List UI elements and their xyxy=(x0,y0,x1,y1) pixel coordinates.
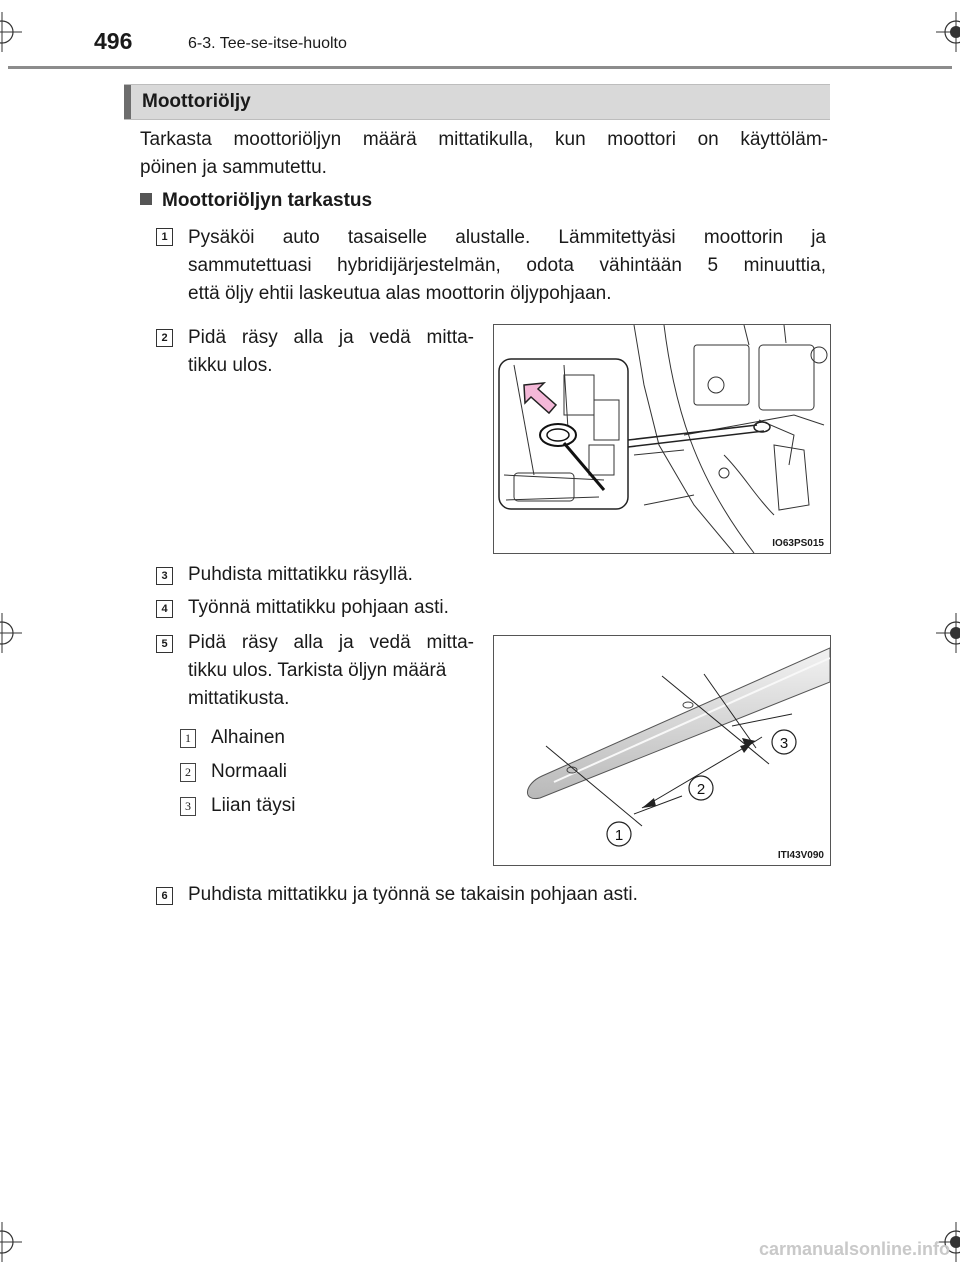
level-number-1: 1 xyxy=(180,729,196,748)
step-number-2: 2 xyxy=(156,329,173,347)
level-label-1: Alhainen xyxy=(211,727,285,748)
engine-figure xyxy=(493,324,831,554)
level-label-2: Normaali xyxy=(211,761,288,782)
registration-mark-icon xyxy=(0,12,22,52)
step-number-5: 5 xyxy=(156,635,173,653)
intro-line-1: Tarkasta moottoriöljyn määrä mittatikulla, kun moottori on käyttöläm- xyxy=(140,129,828,150)
callout-2: 2 xyxy=(696,781,706,798)
section-title: Moottoriöljy xyxy=(142,91,251,112)
header-divider xyxy=(8,66,952,69)
square-bullet-icon xyxy=(140,193,152,205)
step-1-line-2: sammutettuasi hybridijärjestelmän, odota vähintään 5 minuuttia, xyxy=(188,255,826,276)
subheading xyxy=(140,190,372,212)
level-number-3: 3 xyxy=(180,797,196,816)
step-6-text: Puhdista mittatikku ja työnnä se takaisin pohjaan asti. xyxy=(188,884,638,905)
step-5-line-2: tikku ulos. Tarkista öljyn määrä xyxy=(188,660,447,681)
step-number-3: 3 xyxy=(156,567,173,585)
footer-watermark[interactable]: carmanualsonline.info xyxy=(758,1239,950,1259)
dipstick-figure-code: ITI43V090 xyxy=(777,850,824,861)
step-5-line-3: mittatikusta. xyxy=(188,688,290,709)
subheading-text: Moottoriöljyn tarkastus xyxy=(162,190,373,211)
step-3-text: Puhdista mittatikku räsyllä. xyxy=(188,564,413,585)
step-2-line-2: tikku ulos. xyxy=(188,355,273,376)
section-accent xyxy=(124,85,131,119)
step-5-line-1: Pidä räsy alla ja vedä mitta- xyxy=(188,632,474,653)
callout-3: 3 xyxy=(779,735,789,752)
intro-line-2: pöinen ja sammutettu. xyxy=(140,157,327,178)
registration-mark-icon xyxy=(0,613,22,653)
step-number-4: 4 xyxy=(156,600,173,618)
section-title-bar xyxy=(124,84,830,120)
dipstick-illustration xyxy=(494,636,830,865)
step-4-text: Työnnä mittatikku pohjaan asti. xyxy=(188,597,449,618)
callout-1: 1 xyxy=(614,827,624,844)
engine-illustration xyxy=(494,325,830,553)
step-1-line-1: Pysäköi auto tasaiselle alustalle. Lämmitettyäsi moottorin ja xyxy=(188,227,826,248)
level-label-3: Liian täysi xyxy=(211,795,296,816)
chapter-title: 6-3. Tee-se-itse-huolto xyxy=(188,35,347,52)
page-number: 496 xyxy=(94,28,133,54)
registration-mark-icon xyxy=(936,12,960,52)
registration-mark-icon xyxy=(936,613,960,653)
step-1-line-3: että öljy ehtii laskeutua alas moottorin öljypohjaan. xyxy=(188,283,612,304)
step-number-1: 1 xyxy=(156,228,173,246)
engine-figure-code: IO63PS015 xyxy=(772,538,824,549)
step-2-line-1: Pidä räsy alla ja vedä mitta- xyxy=(188,327,474,348)
dipstick-figure xyxy=(493,635,831,866)
step-number-6: 6 xyxy=(156,887,173,905)
level-number-2: 2 xyxy=(180,763,196,782)
registration-mark-icon xyxy=(0,1222,22,1262)
